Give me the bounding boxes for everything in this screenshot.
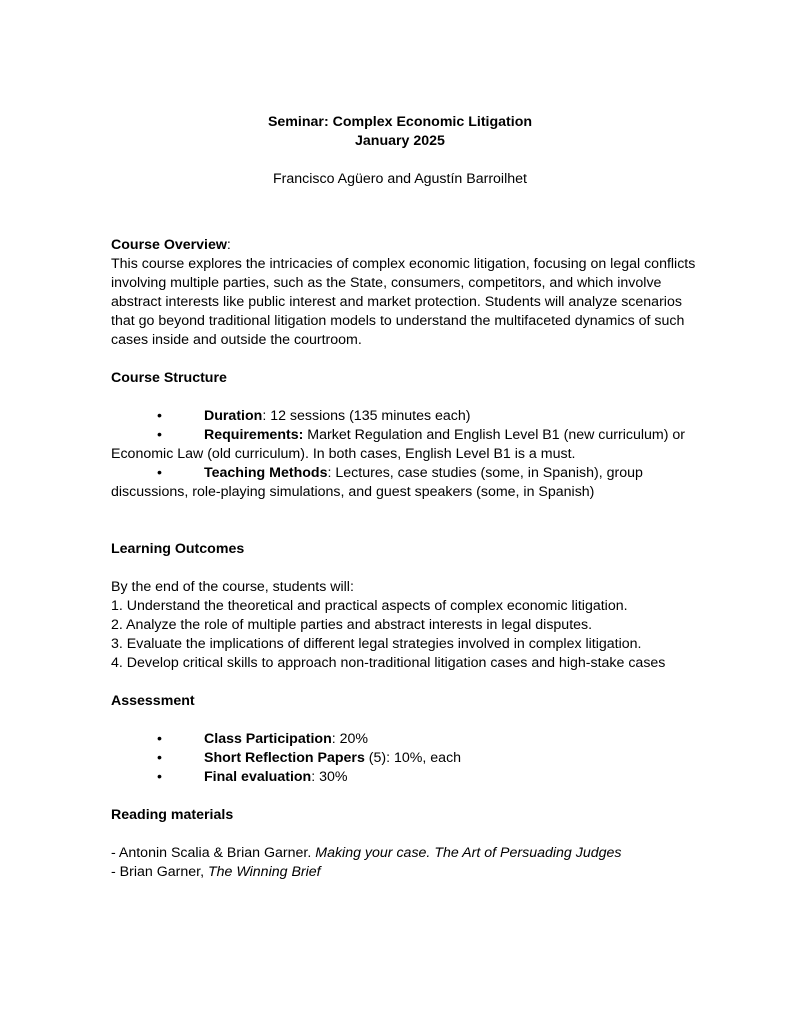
bullet-icon: • xyxy=(157,750,162,766)
structure-item-label: Duration xyxy=(204,408,263,424)
structure-item-label: Teaching Methods xyxy=(204,465,328,481)
outcome-item: 1. Understand the theoretical and practical aspects of complex economic litigation. xyxy=(111,598,628,614)
reading-heading: Reading materials xyxy=(111,807,234,823)
bullet-icon: • xyxy=(157,769,162,785)
assessment-item-text: : 30% xyxy=(311,769,348,785)
document-date: January 2025 xyxy=(355,133,445,149)
bullet-icon: • xyxy=(157,408,162,424)
reading-item xyxy=(111,844,701,863)
reading-item-title: Making your case. The Art of Persuading Judges xyxy=(315,845,622,861)
structure-item-teaching-methods xyxy=(111,464,701,502)
assessment-item-text: : 20% xyxy=(331,731,369,747)
structure-item-duration xyxy=(111,407,701,426)
assessment-item-label: Short Reflection Papers xyxy=(204,750,365,766)
assessment-item xyxy=(111,730,701,749)
structure-item-text: : Lectures, case studies (some, in Spanish), group discussions, role-playing simulations, and guest speakers (some, in Spanish) xyxy=(111,465,643,500)
overview-heading: Course Overview xyxy=(111,237,227,253)
assessment-item-label: Class Participation xyxy=(204,731,332,747)
structure-item-requirements xyxy=(111,426,701,464)
overview-heading-line xyxy=(111,236,701,255)
document-title: Seminar: Complex Economic Litigation xyxy=(267,114,533,130)
reading-section xyxy=(111,806,701,882)
overview-section xyxy=(111,236,701,350)
assessment-item xyxy=(111,749,701,768)
reading-item-prefix: - Antonin Scalia & Brian Garner. xyxy=(111,845,316,861)
reading-item-prefix: - Brian Garner, xyxy=(111,864,208,880)
assessment-item-text: (5): 10%, each xyxy=(364,750,462,766)
document-page xyxy=(111,113,701,882)
reading-item-title: The Winning Brief xyxy=(207,864,321,880)
structure-item-label: Requirements: xyxy=(204,427,304,443)
document-authors: Francisco Agüero and Agustín Barroilhet xyxy=(273,171,527,187)
outcome-item: 2. Analyze the role of multiple parties and abstract interests in legal disputes. xyxy=(111,617,593,633)
assessment-item-label: Final evaluation xyxy=(204,769,312,785)
outcome-item: 3. Evaluate the implications of different legal strategies involved in complex litigation. xyxy=(111,636,642,652)
outcomes-intro: By the end of the course, students will: xyxy=(111,579,354,595)
outcome-item: 4. Develop critical skills to approach non-traditional litigation cases and high-stake cases xyxy=(111,655,666,671)
overview-heading-suffix: : xyxy=(226,237,231,253)
structure-item-text: : 12 sessions (135 minutes each) xyxy=(262,408,471,424)
assessment-section xyxy=(111,692,701,787)
assessment-heading: Assessment xyxy=(111,693,195,709)
outcomes-heading: Learning Outcomes xyxy=(111,541,245,557)
bullet-icon: • xyxy=(157,465,162,481)
structure-heading: Course Structure xyxy=(111,370,227,386)
assessment-item xyxy=(111,768,701,787)
structure-section xyxy=(111,369,701,502)
reading-item xyxy=(111,863,701,882)
outcomes-section xyxy=(111,540,701,673)
bullet-icon: • xyxy=(157,731,162,747)
overview-body: This course explores the intricacies of complex economic litigation, focusing on legal conflicts involving multiple parties, such as the State, consumers, competitors, and which involve abstract interests like public interest and market protection. Students will analyze scenarios that go beyond traditional litigation models to understand the multifaceted dynamics of such cases inside and outside the courtroom. xyxy=(111,256,696,348)
bullet-icon: • xyxy=(157,427,162,443)
structure-item-text: Market Regulation and English Level B1 (new curriculum) or Economic Law (old curriculum). In both cases, English Level B1 is a must. xyxy=(111,427,686,462)
